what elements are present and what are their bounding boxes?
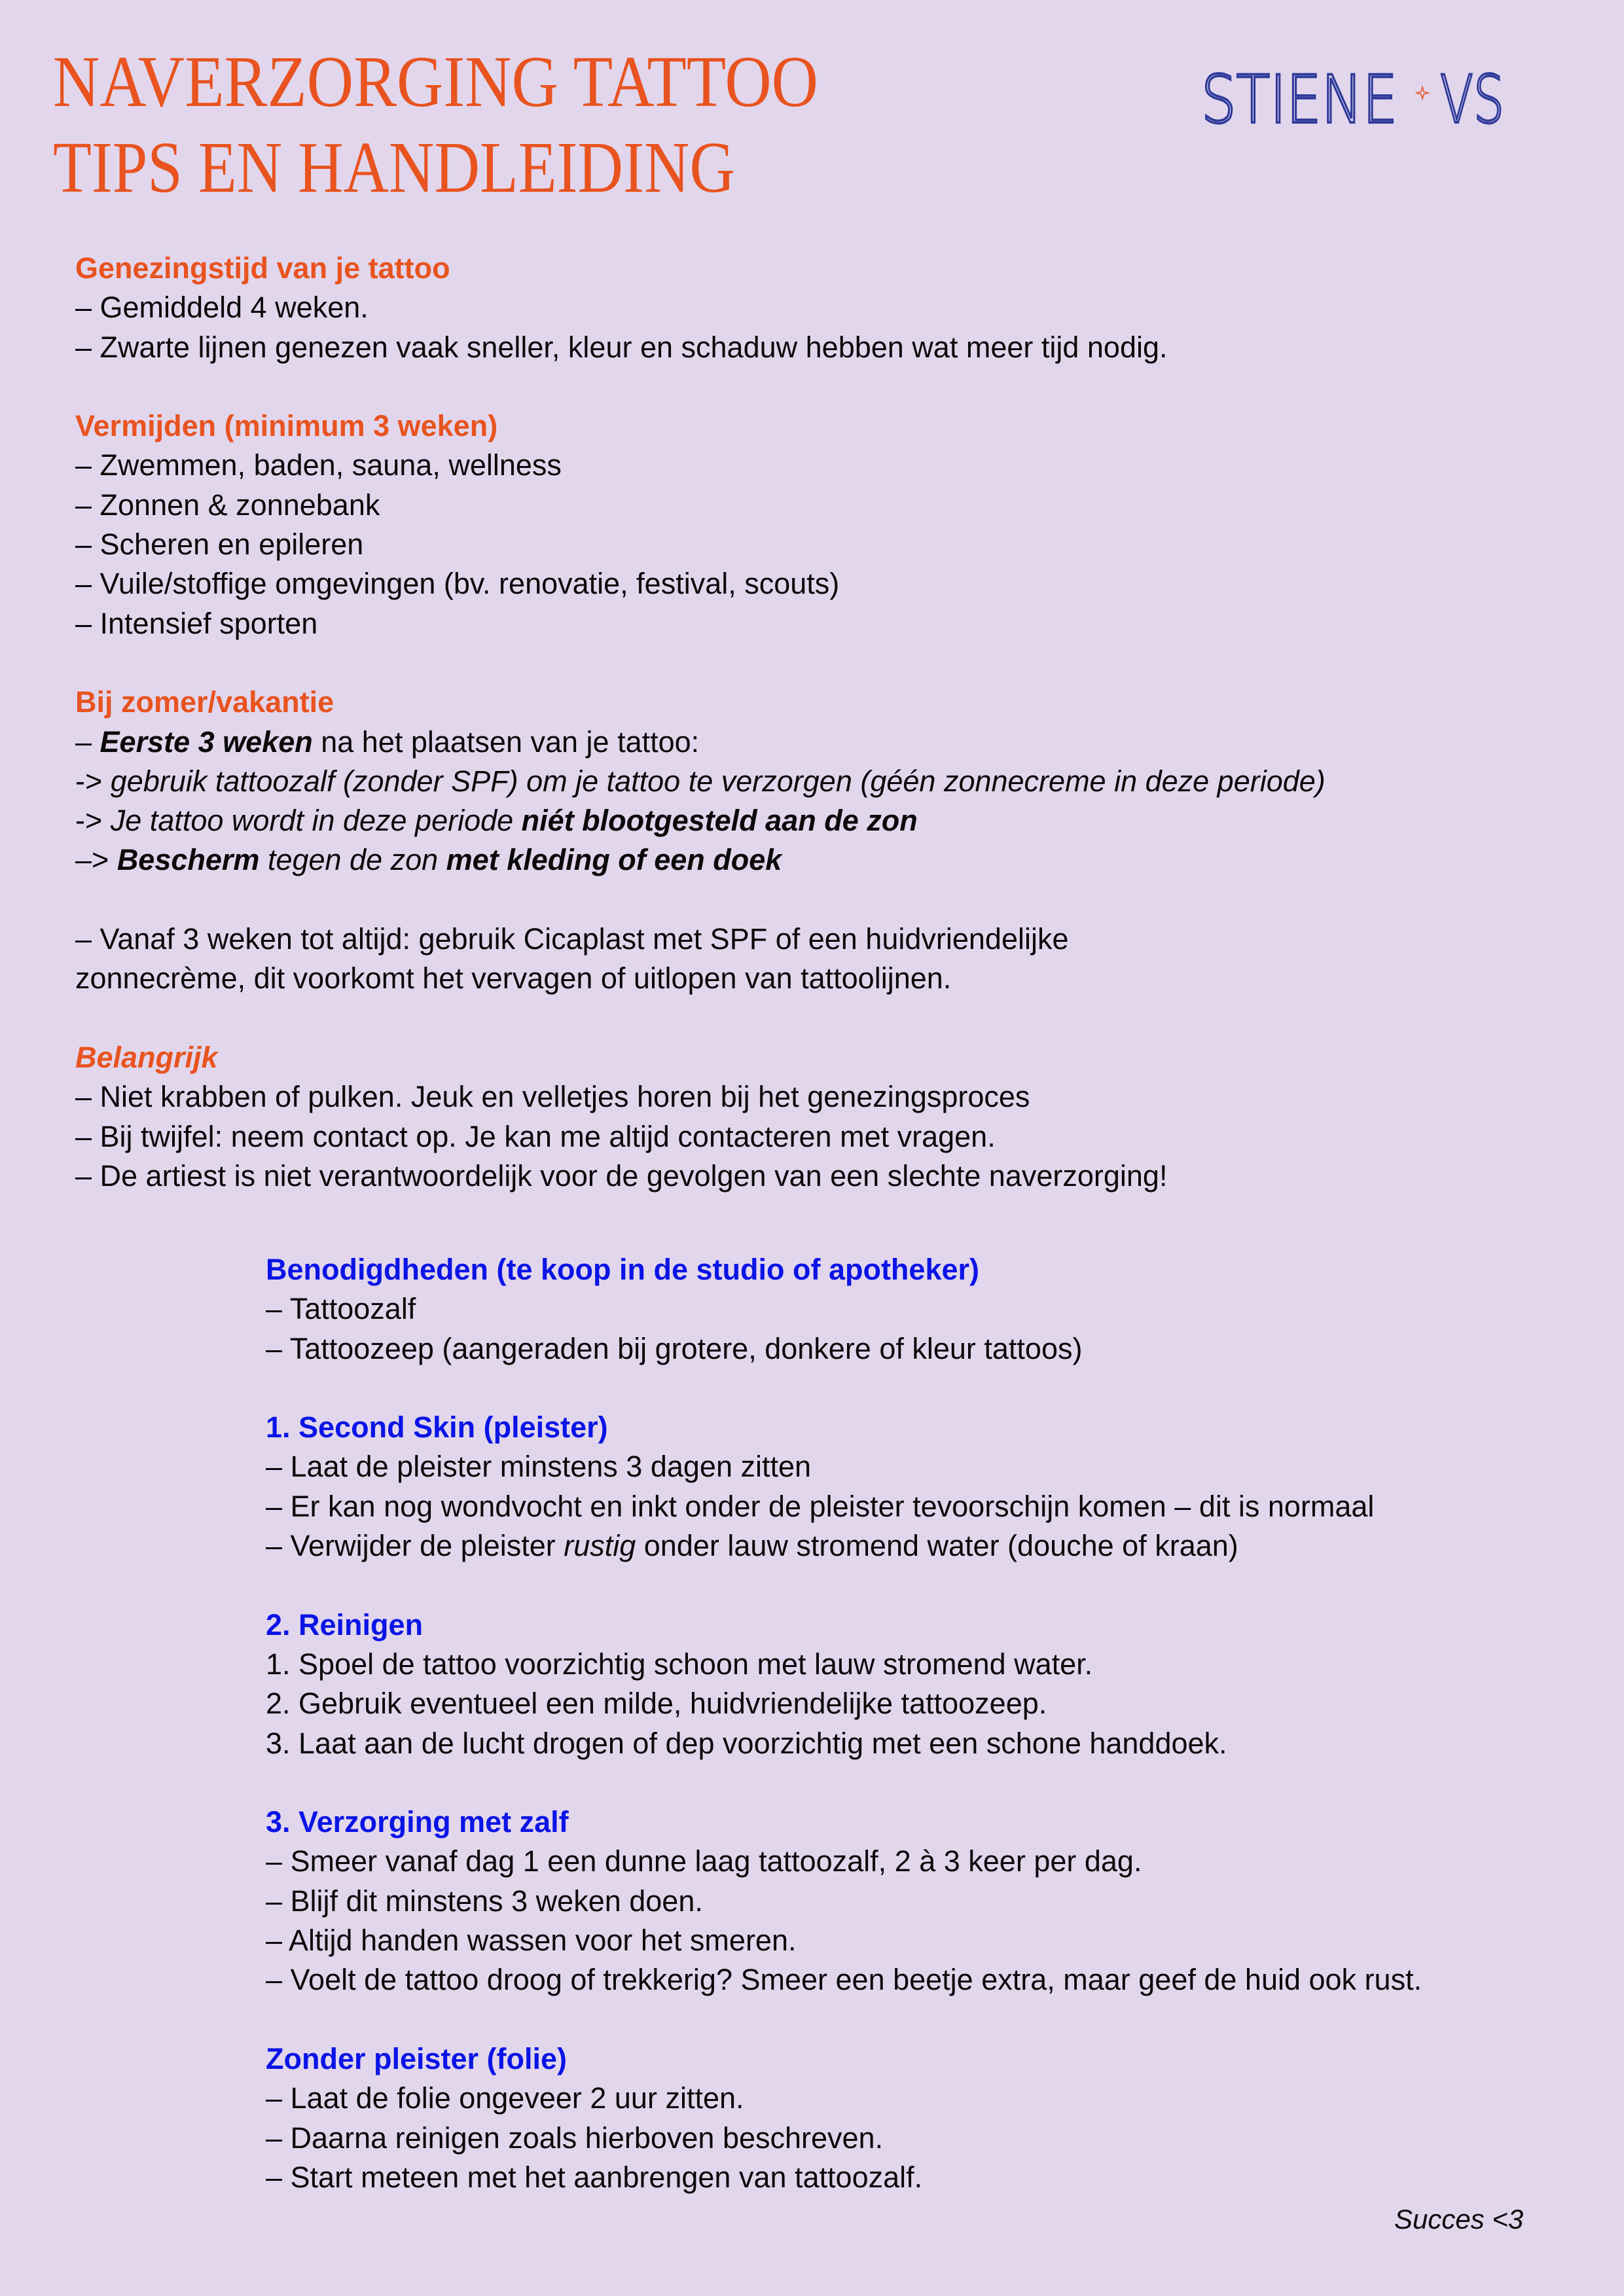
body-text: – Zwarte lijnen genezen vaak sneller, kleur en schaduw hebben wat meer tijd nodig. [75,330,1168,364]
body-text: – Laat de folie ongeveer 2 uur zitten. [266,2081,744,2115]
body-text: – Tattoozalf [266,1292,416,1326]
section-heading: Zonder pleister (folie) [266,2041,568,2075]
body-text: – Er kan nog wondvocht en inkt onder de pleister tevoorschijn komen – dit is normaal [266,1489,1375,1523]
section-spacer [75,999,1326,1038]
list-item [266,1684,1422,1723]
list-item [266,1960,1422,2000]
body-text: – Bij twijfel: neem contact op. Je kan me altijd contacteren met vragen. [75,1119,996,1153]
list-item [75,1077,1326,1117]
body-text: zonnecrème, dit voorkomt het vervagen of uitlopen van tattoolijnen. [75,961,952,996]
list-item [266,1526,1422,1566]
emphasis-text: tegen de zon [259,843,446,877]
section-zonder-pleister-folie [266,2039,1422,2197]
body-text: – Vuile/stoffige omgevingen (bv. renovatie, festival, scouts) [75,567,840,601]
section-spacer [75,643,1326,683]
title-line-1: NAVERZORGING TATTOO [53,41,818,122]
aftercare-instructions [266,1250,1422,2197]
body-text: – De artiest is niet verantwoordelijk voor de gevolgen van een slechte naverzorging! [75,1158,1168,1193]
emphasis-text: Je tattoo wordt in deze periode [110,804,522,838]
sparkle-icon [1416,87,1428,99]
logo-text-left: STIENE [1201,62,1398,137]
body-text: – Zwemmen, baden, sauna, wellness [75,448,562,482]
section-bij-zomervakantie [75,683,1326,998]
section-belangrijk [75,1038,1326,1196]
list-item [75,1157,1326,1196]
section-heading: Benodigdheden (te koop in de studio of apotheker) [266,1253,979,1286]
section-benodigdheden-te-koop-in-de-studio-of-ap [266,1250,1422,1369]
emphasis-text: Bescherm [117,843,260,877]
section-3-verzorging-met-zalf [266,1803,1422,2000]
list-item [75,1117,1326,1157]
body-text: – Start meteen met het aanbrengen van tattoozalf. [266,2160,923,2194]
list-item [75,801,1326,840]
spacer [75,880,1326,920]
body-text: – Daarna reinigen zoals hierboven beschreven. [266,2121,884,2155]
list-item [75,525,1326,564]
body-text: – Verwijder de pleister [266,1529,564,1563]
body-text: – Intensief sporten [75,606,318,640]
section-spacer [266,1763,1422,1803]
body-text: – Scheren en epileren [75,528,364,562]
section-spacer [266,1566,1422,1605]
section-heading: 2. Reinigen [266,1607,424,1641]
page-title [0,0,851,209]
body-text: – Gemiddeld 4 weken. [75,291,369,325]
body-text: – Zonnen & zonnebank [75,488,380,522]
list-item [266,1842,1422,1881]
closing-note: Succes <3 [1394,2204,1524,2234]
list-item [75,840,1326,880]
body-text: – Altijd handen wassen voor het smeren. [266,1924,797,1958]
list-item [75,486,1326,525]
list-item [266,1882,1422,1921]
section-heading: Vermijden (minimum 3 weken) [75,409,498,443]
list-item [266,1724,1422,1763]
list-item [266,1447,1422,1486]
body-text: -> [75,764,111,798]
section-heading: 1. Second Skin (pleister) [266,1410,608,1444]
section-vermijden-minimum-3-weken [75,406,1326,643]
emphasis-text: rustig [564,1529,636,1563]
body-text: 2. Gebruik eventueel een milde, huidvriendelijke tattoozeep. [266,1687,1047,1721]
list-item [75,564,1326,603]
list-item [75,288,1326,327]
body-text: –> [75,843,117,877]
list-item [266,2119,1422,2158]
list-item [266,2079,1422,2118]
list-item [266,1921,1422,1960]
body-text: – Voelt de tattoo droog of trekkerig? Smeer een beetje extra, maar geef de huid ook rust. [266,1963,1422,1997]
section-spacer [75,367,1326,406]
body-text: onder lauw stromend water (douche of kraan) [636,1529,1238,1563]
list-item [75,328,1326,367]
list-item [266,1289,1422,1329]
body-text: – Blijf dit minstens 3 weken doen. [266,1884,703,1918]
brand-logo [1191,46,1519,137]
list-item [75,446,1326,485]
body-text: – Niet krabben of pulken. Jeuk en velletjes horen bij het genezingsproces [75,1080,1030,1114]
body-text: -> [75,804,111,838]
body-text: 1. Spoel de tattoo voorzichtig schoon met lauw stromend water. [266,1647,1093,1681]
body-text: – Tattoozeep (aangeraden bij grotere, donkere of kleur tattoos) [266,1331,1083,1365]
body-text: na het plaatsen van je tattoo: [312,725,700,759]
section-spacer [266,1369,1422,1408]
list-item [75,604,1326,643]
section-heading: Belangrijk [75,1040,218,1074]
list-item [75,762,1326,801]
section-heading: 3. Verzorging met zalf [266,1805,569,1839]
body-text: – Vanaf 3 weken tot altijd: gebruik Cicaplast met SPF of een huidvriendelijke [75,922,1069,956]
aftercare-general-info [75,249,1326,1196]
emphasis-text: niét blootgesteld aan de zon [521,804,918,838]
section-heading: Genezingstijd van je tattoo [75,251,450,285]
list-item [266,2158,1422,2197]
title-line-2: TIPS EN HANDLEIDING [53,127,735,208]
list-item [75,723,1326,762]
list-item [266,1329,1422,1369]
section-heading: Bij zomer/vakantie [75,685,334,719]
body-text: – [75,725,100,759]
section-1-second-skin-pleister [266,1408,1422,1566]
emphasis-text: gebruik tattoozalf (zonder SPF) om je tattoo te verzorgen (géén zonnecreme in deze periode) [110,764,1326,798]
list-item [75,959,1326,998]
section-2-reinigen [266,1605,1422,1763]
list-item [266,1487,1422,1526]
body-text: – Smeer vanaf dag 1 een dunne laag tattoozalf, 2 à 3 keer per dag. [266,1844,1142,1878]
list-item [266,1645,1422,1684]
section-genezingstijd-van-je-tattoo [75,249,1326,367]
list-item [75,920,1326,959]
emphasis-text: Eerste 3 weken [99,725,313,759]
body-text: 3. Laat aan de lucht drogen of dep voorzichtig met een schone handdoek. [266,1726,1227,1760]
emphasis-text: met kleding of een doek [446,843,782,877]
section-spacer [266,2000,1422,2039]
logo-text-right: VS [1440,62,1504,137]
body-text: – Laat de pleister minstens 3 dagen zitten [266,1450,812,1484]
